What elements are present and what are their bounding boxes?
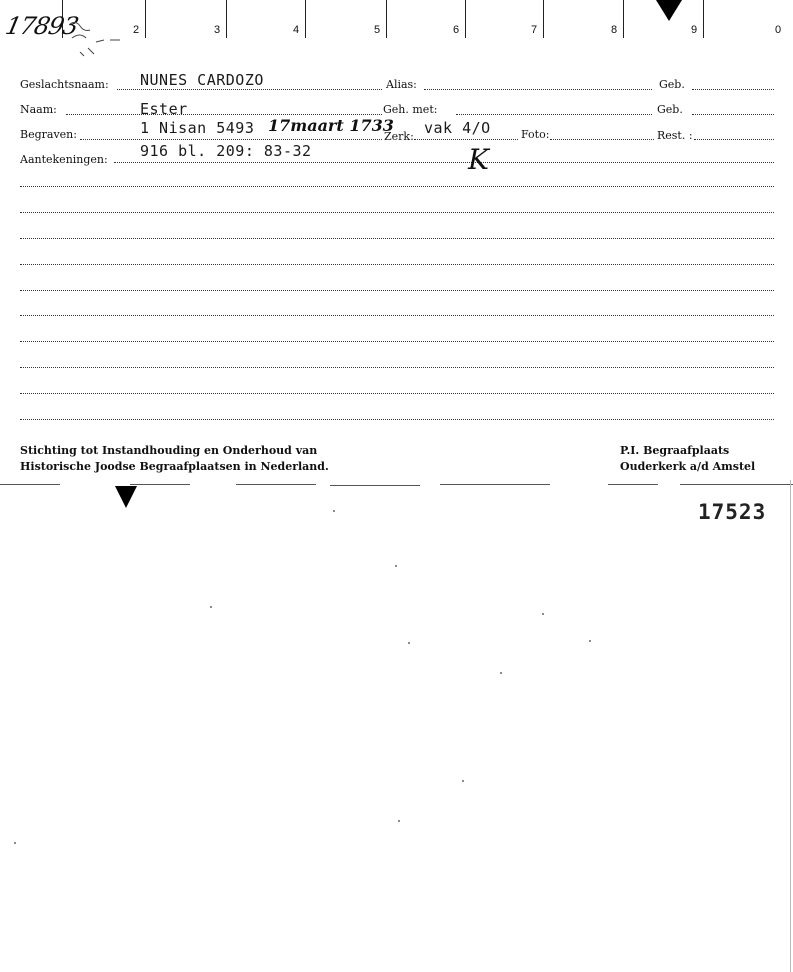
- surname-line: [117, 89, 382, 90]
- speck: [408, 642, 410, 644]
- alias-label: Alias:: [386, 78, 417, 91]
- blank-ruled-line: [20, 315, 774, 316]
- name-value: Ester: [140, 100, 188, 118]
- speck: [210, 606, 212, 608]
- buried-handwritten-date: 17maart 1733: [268, 116, 394, 135]
- speck: [589, 640, 591, 642]
- speck: [395, 565, 397, 567]
- column-number: 9: [691, 24, 698, 36]
- column-divider: [145, 0, 146, 38]
- married-to-line: [456, 114, 652, 115]
- card-edge-line: [330, 485, 420, 486]
- column-divider: [386, 0, 387, 38]
- index-marker-icon: [654, 0, 684, 22]
- headstone-label: Zerk:: [384, 130, 414, 143]
- place-line-1: P.I. Begraafplaats: [620, 444, 730, 457]
- organization-line-2: Historische Joodse Begraafplaatsen in Nederland.: [20, 460, 329, 473]
- column-divider: [305, 0, 306, 38]
- blank-ruled-line: [20, 238, 774, 239]
- surname-value: NUNES CARDOZO: [140, 71, 264, 89]
- blank-ruled-line: [20, 393, 774, 394]
- speck: [333, 510, 335, 512]
- notes-line: [114, 162, 774, 163]
- card-edge-line: [608, 484, 658, 485]
- column-number: 2: [133, 24, 140, 36]
- speck: [500, 672, 502, 674]
- blank-ruled-line: [20, 212, 774, 213]
- rest-label: Rest. :: [657, 129, 693, 142]
- blank-ruled-line: [20, 186, 774, 187]
- card-edge-line: [130, 484, 190, 485]
- alias-line: [424, 89, 652, 90]
- card-edge-line: [0, 484, 60, 485]
- card-edge-line: [440, 484, 550, 485]
- born-line: [692, 89, 774, 90]
- buried-line: [80, 139, 382, 140]
- column-divider: [465, 0, 466, 38]
- name-line: [66, 114, 382, 115]
- column-number: 4: [293, 24, 300, 36]
- photo-line: [550, 139, 654, 140]
- born-label: Geb.: [657, 103, 683, 116]
- blank-ruled-line: [20, 290, 774, 291]
- column-number: 5: [374, 24, 381, 36]
- headstone-value: vak 4/O: [424, 119, 491, 137]
- column-number: 3: [214, 24, 221, 36]
- speck: [398, 820, 400, 822]
- blank-ruled-line: [20, 264, 774, 265]
- photo-label: Foto:: [521, 128, 550, 141]
- right-edge-line: [790, 480, 791, 972]
- speck: [542, 613, 544, 615]
- born-line: [692, 114, 774, 115]
- headstone-line: [414, 139, 518, 140]
- born-label: Geb.: [659, 78, 685, 91]
- column-divider: [226, 0, 227, 38]
- column-divider: [623, 0, 624, 38]
- buried-label: Begraven:: [20, 128, 77, 141]
- notes-handwritten-mark: K: [468, 143, 489, 176]
- rest-line: [694, 139, 774, 140]
- married-to-label: Geh. met:: [383, 103, 438, 116]
- card-edge-line: [680, 484, 793, 485]
- buried-value: 1 Nisan 5493: [140, 119, 255, 137]
- column-divider: [703, 0, 704, 38]
- organization-block: [20, 443, 329, 475]
- column-number: 0: [775, 24, 782, 36]
- blank-ruled-line: [20, 341, 774, 342]
- card-edge-line: [236, 484, 316, 485]
- index-marker-icon: [114, 486, 138, 510]
- card-number: 17523: [698, 500, 767, 524]
- column-number: 7: [531, 24, 538, 36]
- speck: [462, 780, 464, 782]
- column-divider: [543, 0, 544, 38]
- column-number: 8: [611, 24, 618, 36]
- speck: [14, 842, 16, 844]
- notes-value: 916 bl. 209: 83-32: [140, 142, 312, 160]
- organization-line-1: Stichting tot Instandhouding en Onderhoud van: [20, 444, 318, 457]
- surname-label: Geslachtsnaam:: [20, 78, 109, 91]
- blank-ruled-line: [20, 367, 774, 368]
- place-line-2: Ouderkerk a/d Amstel: [620, 460, 756, 473]
- blank-ruled-line: [20, 419, 774, 420]
- notes-label: Aantekeningen:: [20, 153, 108, 166]
- scribble-icon: [66, 18, 126, 58]
- place-block: [620, 443, 755, 475]
- name-label: Naam:: [20, 103, 57, 116]
- column-number: 6: [453, 24, 460, 36]
- handwritten-card-number: 17893: [3, 12, 81, 40]
